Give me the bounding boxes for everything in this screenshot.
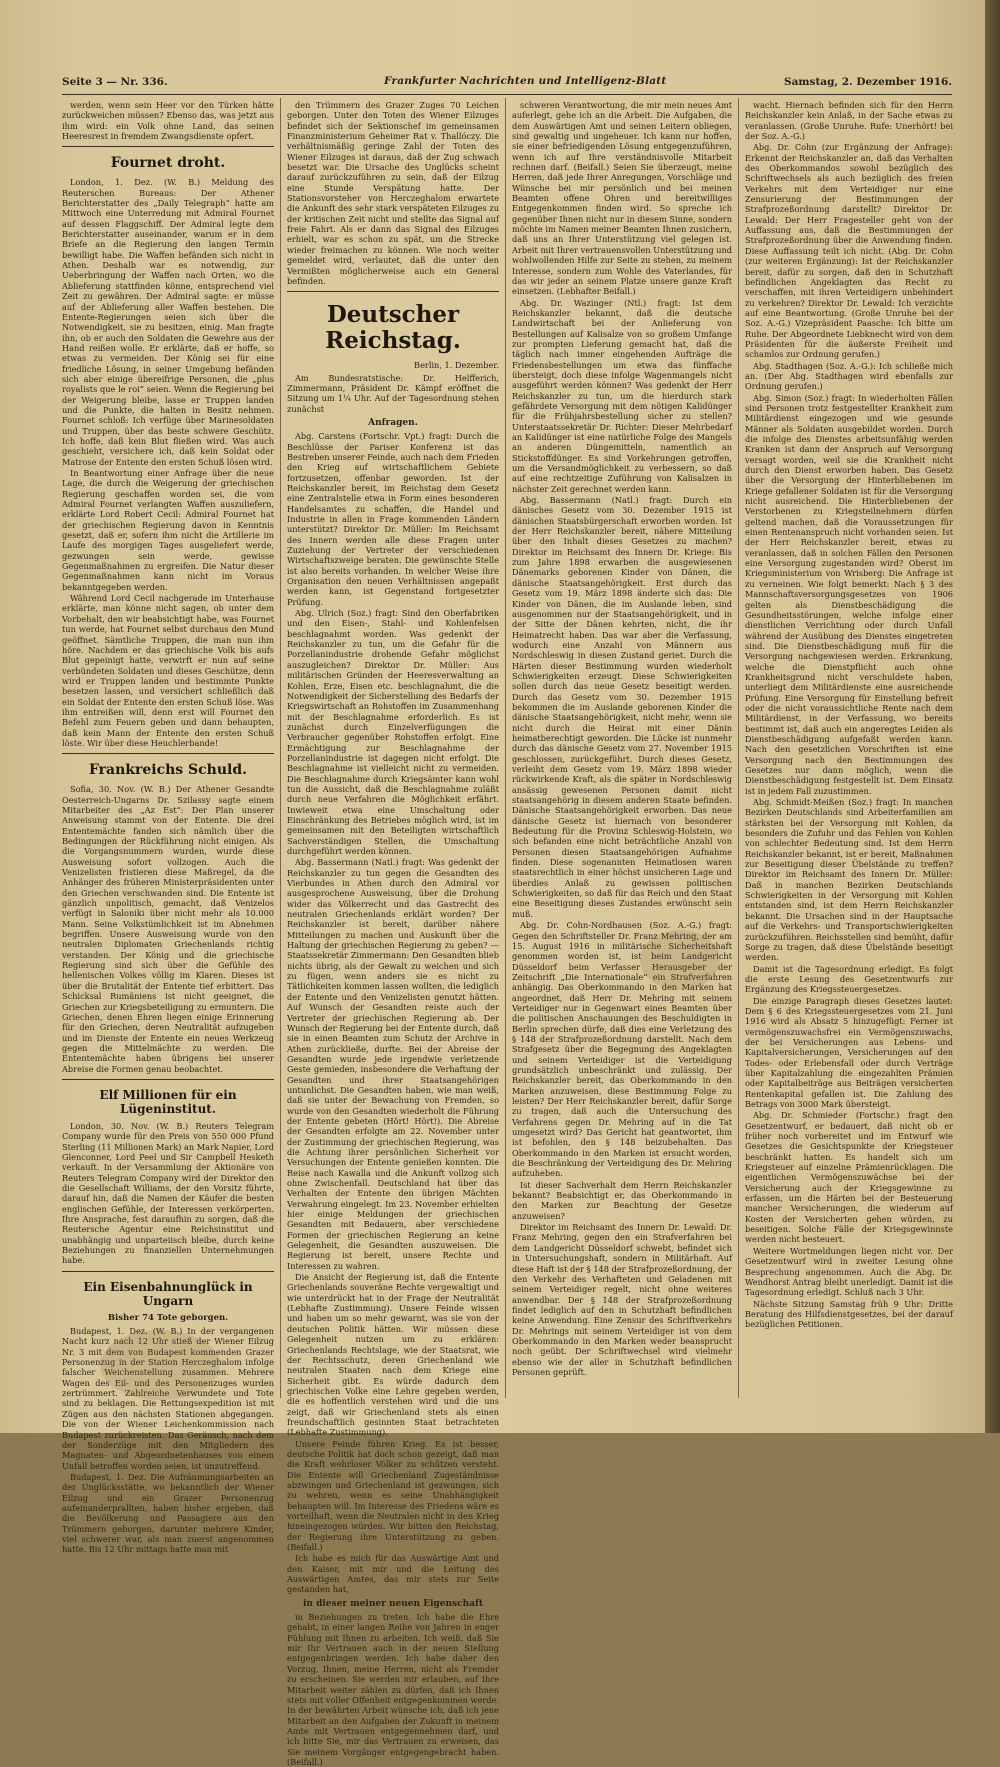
issue-date: Samstag, 2. Dezember 1916. xyxy=(784,76,952,88)
article-paragraph: London, 1. Dez. (W. B.) Meldung des Reuterschen Bureaus: Der Athener Berichterstatter des „Daily Telegraph“ hatte am Mittwoch eine Unterredung mit Admiral Fournet auf dessen Flaggschiff. Der Admiral legte dem Berichterstatter auseinander, warum er in dem Briefe an die Regierung den langen Termin bewilligt habe. Die Waffen befänden sich nicht in Athen. Deshalb war es notwendig, zur Ueberbringung der Waffen nach Orten, wo die Ablieferung stattfinden könne, entsprechend viel Zeit zu gewähren. Der Admiral sagte: er müsse auf der Ablieferung aller Waffen bestehen. Die Entente-Regierungen seien sich über die Notwendigkeit, sie zu besitzen, einig. Man fragte ihn, ob er auch den Soldaten die Gewehre aus der Hand reißen wolle. Er erklärte, daß er hoffe, so etwas zu vermeiden. Der König sei für eine friedliche Lösung, in seiner Umgebung befänden sich aber einige übereifrige Personen, die „plus royalists que le roi“ seien. Wenn die Regierung bei der Weigerung bleibe, lasse er Truppen landen und die Punkte, die halten in Besitz nehmen. Fournet schloß: Ich verfüge über Marinesoldaten und Truppen, über das beste schwere Geschütz. Ich hoffe, daß kein Blut fließen wird. Was auch geschieht, versichere ich, daß kein Soldat oder Matrose der Entente den ersten Schuß lösen wird. xyxy=(62,177,274,467)
article-paragraph: Abg. Dr. Cohn (zur Ergänzung der Anfrage): Erkennt der Reichskanzler an, daß das Verhalten des Oberkommandos sowohl bezüglich des Schriftwechsels als auch bezüglich des freien Verkehrs mit dem Verteidiger nur eine Zensurierung der Bestimmungen der Strafprozeßordnung darstellt? Direktor Dr. Lewald: Der Herr Fragesteller geht von der Auffassung aus, daß die Bestimmungen der Strafprozeßordnung über die Anwendung finden. Diese Auffassung teilt ich nicht. (Abg. Dr. Cohn (zur weiteren Ergänzung): Ist der Reichskanzler bereit, dafür zu sorgen, daß den in Schutzhaft befindlichen Angeklagten das Recht zu verschaffen, mit ihren Verteidigern unbehindert zu verkehren? Direktor Dr. Lewald: Ich verzichte auf eine Beantwortung. (Große Unruhe bei der Soz. A.-G.) Vizepräsident Paasche: Ich bitte um Ruhe. Der Abgeordnete Liebknecht wird von dem Präsidenten für die äußerste Freiheit und schamlos zur Ordnung gerufen.) xyxy=(745,142,953,360)
article-paragraph: Abg. Carstens (Fortschr. Vpt.) fragt: Durch die Beschlüsse der Pariser Konferenz ist das Bestreben unserer Feinde, auch nach dem Frieden den Krieg auf wirtschaftlichem Gebiete fortzusetzen, offenbar geworden. Ist der Reichskanzler bereit, im Reichstag dem Gesetz eine Zentralstelle etwa in Form eines besonderen Handelsamtes zu schaffen, die Handel und Industrie in allen in Frage kommenden Ländern unterstützt? Direktor Dr. Müller: Im Reichsamt des Innern werden alle diese Fragen unter Zuziehung der Vertreter der verschiedenen Wirtschaftszweige beraten. Die gewünschte Stelle ist also bereits vorhanden. In welcher Weise ihre Organisation den neuen Verhältnissen angepaßt werden kann, ist Gegenstand fortgesetzter Prüfung. xyxy=(287,431,499,607)
article-paragraph: Abg. Ulrich (Soz.) fragt: Sind den Oberfabriken und den Eisen-, Stahl- und Kohlenfelsen beschlagnahmt worden. Was gedenkt der Reichskanzler zu tun, um die Gefahr für die Porzellanindustrie drohende Gefahr möglichst auszugleichen? Direktor Dr. Müller: Aus militärischen Gründen der Heeresverwaltung an Kohlen, Erze, Eisen etc. beschlagnahmt, die die Notwendigkeit der Sicherstellung des Bedarfs der Kriegswirtschaft an Rohstoffen im Zusammenhang mit der Beschlagnahme erforderlich. Es ist zunächst durch Einzelverfügungen die Verbraucher gegenüber Rohstoffen erfolgt. Eine Ermächtigung zur Beschlagnahme der Porzellanindustrie ist dagegen nicht erfolgt. Die Beschlagnahme ist vielleicht nicht zu vermeiden. Die Beschlagnahme durch Kriegsämter kann wohl tun die Aussicht, daß die Beschlagnahme zuläßt durch neue Verfahren die Möglichkeit erfährt. Inwieweit etwa eine Umschaltung oder Einschränkung des Betriebes möglich wird, ist im gemeinsamen mit den Beteiligten wirtschaftlich Sachverständigen Stellen, die Umschaltung durchgeführt werden können. xyxy=(287,608,499,856)
article-paragraph: Nächste Sitzung Samstag früh 9 Uhr: Dritte Beratung des Hilfsdienstgesetzes, bei der darauf bezüglichen Petitionen. xyxy=(745,1298,953,1330)
article-paragraph: Sofia, 30. Nov. (W. B.) Der Athener Gesandte Oesterreich-Ungarns Dr. Szilassy sagte einem Mitarbeiter des „Az Est“: Der Plan unserer Anweisung stammt von der Entente. Die drei Ententemächte fanden sich nämlich über die Bedingungen der Rückführung nicht einigen. Als die Vorgangsnummern wurden, wurde diese Ausweisung sofort vollzogen. Auch die Venizelisten fristieren diese Maßregel, da die Anhänger des früheren Ministerpräsidenten unter den Griechen verschwanden sind. Die Entente ist gänzlich unpolitisch, gemacht, daß Venizelos verfügt in Saloniki über nicht mehr als 10.000 Mann. Seine Volkstümlichkeit ist im Abnehmen begriffen. Unsere Ausweisung wurde von den neutralen Diplomaten Griechenlands richtig verstanden. Der König und die griechische Regierung sind sich über die Gefühle des hellenischen Volkes völlig im Klaren. Dieses ist über die Brutalität der Entente tief erbittert. Das Schicksal Rumäniens ist nicht geeignet, die Griechen zur Kriegsbeteiligung zu ermuntern. Die Griechen, denen Ehren liegen einige Erinnerung für den Griechen, deren Neutralität aufzugeben und im Dienste der Entente ein neues Werkzeug gegen die Mittelmächte zu werden. Die Ententemächte haben übrigens bei unserer Abreise die Formen genau beobachtet. xyxy=(62,784,274,1074)
binding-edge xyxy=(985,0,1000,1433)
article-divider xyxy=(62,1079,274,1080)
article-paragraph: Die Ansicht der Regierung ist, daß die Entente Griechenlands souveräne Rechte vergewaltigt und wie unterdrückt hat in der Frage der Neutralität (Lebhafte Zustimmung). Unsere Feinde wissen und haben um so mehr gewarnt, was sie von der deutschen Politik hätten. Wir müssen diese Gelegenheit nutzen um zu erklären: Griechenlands Rechtslage, wie der Staatsrat, wie der Rechtsschutz, deren Griechenland wie neutralen Staaten nach dem Kriege eine Sicherheit gibt. Es würde dadurch dem griechischen Volke eine Lehre gegeben werden, die es hoffentlich verstehen wird und die uns zeigt, daß wir Griechenland stets als einen freundschaftlich gesinnten Staat betrachteten (Lebhafte Zustimmung). xyxy=(287,1272,499,1438)
column-3 xyxy=(512,100,732,1400)
column-1 xyxy=(62,100,274,1555)
article-paragraph: Abg. Schmidt-Meißen (Soz.) fragt: In manchen Bezirken Deutschlands sind Arbeiterfamilien am stärksten bei der Versorgung mit Kohlen, da besonders die Zufuhr und das Fehlen von Kohlen von schlechter Bedeutung sind. Ist dem Herrn Reichskanzler bekannt, ist er bereit, Maßnahmen zur Beseitigung dieser Übelstände zu treffen? Direktor im Reichsamt des Innern Dr. Müller: Daß in manchen Bezirken Deutschlands Schwierigkeiten in der Versorgung mit Kohlen entstanden sind, ist dem Herrn Reichskanzler bekannt. Die Ursachen sind in der Hauptsache auf die Verkehrs- und Transportschwierigkeiten zurückzuführen. Reichsstellen sind bemüht, dafür Sorge zu tragen, daß diese Übelstände beseitigt werden. xyxy=(745,797,953,963)
article-paragraph: Ist dieser Sachverhalt dem Herrn Reichskanzler bekannt? Beabsichtigt er, das Oberkommando in den Marken zur Beachtung der Gesetze anzuweisen? xyxy=(512,1179,732,1221)
article-paragraph: Unsere Feinde führen Krieg. Es ist besser, deutsche Politik hat doch schon gezeigt, daß man die Kraft wehrloser Völker zu schützen versteht. Die Entente will Griechenland Zugeständnisse abzwingen und Griechenland ist gezwungen, sich zu wehren, wenn es seine Unabhängigkeit behaupten will. Im Interesse des Friedens wäre es vorteilhaft, wenn die Neutralen nicht in den Krieg hineingezogen würden. Wir bitten den Reichstag, der Regierung ihre Unterstützung zu geben. (Beifall.) xyxy=(287,1438,499,1553)
article-paragraph: Budapest, 1. Dez. (W. B.) In der vergangenen Nacht kurz nach 12 Uhr stieß der Wiener Eilzug Nr. 3 mit dem von Budapest kommenden Grazer Personenzug in der Station Herczeghalom infolge falscher Weichenstellung zusammen. Mehrere Wagen des Eil- und des Personenzuges wurden zertrümmert. Zahlreiche Verwundete und Tote sind zu beklagen. Die Rettungsexpedition ist mit Zügen aus den nächsten Stationen abgegangen. Die von der Wiener Leichenkommission nach Budapest zurückreisten. Das Geräusch, nach dem der Sonderzüge mit den Mitgliedern des Magnaten- und Abgeordnetenhauses von einem Unfall betroffen worden seien, ist unzutreffend. xyxy=(62,1326,274,1471)
article-paragraph: Direktor im Reichsamt des Innern Dr. Lewald: Dr. Franz Mehring, gegen den ein Strafverfahren bei dem Landgericht Düsseldorf schwebt, befindet sich in Untersuchungshaft, sondern in Militärhaft. Auf diese Haft ist der § 148 der Strafprozeßordnung, der den Verkehr des Verhafteten und Geladenen mit seinem Verteidiger regelt, nicht ohne weiteres anwendbar. Der § 148 der Strafprozeßordnung findet lediglich auf den in Schutzhaft befindlichen keine Anwendung. Eine Zensur des Schriftverkehrs Dr. Mehrings mit seinem Verteidiger ist von dem Oberkommando in den Marken weder beansprucht noch geübt. Der Schriftwechsel wird vielmehr ebenso wie der aller in Schutzhaft befindlichen Personen geprüft. xyxy=(512,1222,732,1377)
article-paragraph: Damit ist die Tagesordnung erledigt. Es folgt die erste Lesung des Gesetzentwurfs zur Ergänzung des Kriegssteuergesetzes. xyxy=(745,963,953,995)
article-paragraph: Ich habe es mich für das Auswärtige Amt und den Kaiser, mit mir und die Leitung des Auswärtigen Amtes, das mir stets zur Seite gestanden hat, xyxy=(287,1553,499,1595)
headline-eisenbahn: Ein Eisenbahnunglück in Ungarn xyxy=(83,1279,253,1308)
headline-fournet: Fournet droht. xyxy=(110,155,226,172)
article-paragraph: In Beantwortung einer Anfrage über die neue Lage, die durch die Weigerung der griechischen Regierung geschaffen worden sei, die vom Admiral Fournet verlangten Waffen auszuliefern, erklärte Lord Robert Cecil: Admiral Fournet hat der griechischen Regierung davon in Kenntnis gesetzt, daß er, sofern ihm nicht die Artillerie im Laufe des morgigen Tages ausgeliefert werde, gezwungen sein werde, gewisse Gegenmaßnahmen zu ergreifen. Die Natur dieser Gegenmaßnahmen kann nicht im Voraus bekanntgegeben werden. xyxy=(62,468,274,592)
headline-reuter: Elf Millionen für ein Lügeninstitut. xyxy=(99,1087,237,1116)
article-paragraph: Während Lord Cecil nachgerade im Unterhause erklärte, man könne nicht sagen, ob unter dem Vorbehalt, den wir beabsichtigt habe, was Fournet tun werde, hat Fournet selbst durchaus den Mund geöffnet. Sämtliche Truppen, die man nun ihm höre. Nachdem er das griechische Volk bis aufs Blut gepeinigt hatte, verwirft er nun auf seine verbündeten Soldaten und dieses Geschütze, denn wird er Truppen landen und bestimmte Punkte besetzen lassen, und versichert schließlich daß ein Soldat der Entente den ersten Schuß löse. Was ihm entreißen will, denn erst will Fournet den Befehl zum Feuern geben und dann behaupten, daß kein Mann der Entente den ersten Schuß löste. Wir über diese Heuchlerbande! xyxy=(62,593,274,748)
article-paragraph: Abg. Dr. Wazinger (Ntl.) fragt: Ist dem Reichskanzler bekannt, daß die deutsche Landwirtschaft bei der Anlieferung von Bestellungen auf Kalisalze von so großem Umfange zur prompten Lieferung gemacht hat, daß die täglich nach immer eingehenden Aufträge die Friedensbestellungen um etwa das fünffache übersteigt, doch diese infolge Wagenmangels nicht ausgeführt werden können? Was gedenkt der Herr Reichskanzler zu tun, um die hierdurch stark gefährdete Versorgung mit dem nötigen Kalidünger für die Frühjahrsbestellung sicher zu stellen? Unterstaatssekretär Dr. Richter: Dieser Mehrbedarf an Kalidünger ist eine natürliche Folge des Mangels an anderen Düngemitteln, namentlich an Stickstoffdünger. Es sind Vorkehrungen getroffen, um die Versandmöglichkeit zu verbessern, so daß auf eine rechtzeitige Zuführung von Kalisalzen in nächster Zeit gerechnet werden kann. xyxy=(512,297,732,494)
article-divider xyxy=(62,753,274,754)
page-header xyxy=(62,74,952,92)
dateline: Berlin, 1. Dezember. xyxy=(414,360,499,371)
article-paragraph: London, 30. Nov. (W. B.) Reuters Telegram Company wurde für den Preis von 550 000 Pfund Sterling (11 Millionen Mark) an Mark Napier, Lord Glenconner, Lord Peel und Sir Campbell Hesketh verkauft. In der Versammlung der Aktionäre von Reuters Telegram Company wird der Direktor den die Gesellschaft Williams, der den Vorsitz führte, darauf hin, daß die Namen der Käufer die besten englischen Gefühle, der Interessen verkörperten. Ihre Ansprache, fest daraufhin zu sorgen, daß die Reutersche Agentur eine Reichsinstitut und unabhängig und unparteiisch bleibe, durch keine Beziehungen zu finanziellen Unternehmungen habe. xyxy=(62,1120,274,1266)
page-number: Seite 3 — Nr. 336. xyxy=(62,76,168,88)
article-paragraph: Die einzige Paragraph dieses Gesetzes lautet: Dem § 6 des Kriegssteuergesetzes vom 21. Juni 1916 wird als Absatz 5 hinzugefügt: Ferner ist vermögenszuwachsfrei ein Vermögenszuwachs, der bei Versicherungen aus Lebens- und Kapitalversicherungen, Versicherungen auf den Todes- oder Erlebensfall oder durch Verträge über Kapitalzahlung die eingezahlten Prämien oder Kapitalbeiträge aus Beiträgen versicherten Rentenkapital gefallen ist. Die Zahlung des Betrags von 3000 Mark übersteigt. xyxy=(745,995,953,1109)
column-rule xyxy=(505,98,506,1398)
article-paragraph: Abg. Simon (Soz.) fragt: In wiederholten Fällen sind Personen trotz festgestellter Krankheit zum Militärdienst eingezogen und wie gesunde Männer als Soldaten ausgebildet worden. Durch die infolge des Dienstes arbeitsunfähig werden Kranken ist dann der Anspruch auf Versorgung versagt worden, weil sie die Krankheit nicht durch den Dienst erworben haben. Das Gesetz über die Versorgung der Hinterbliebenen im Kriege gefallener Soldaten ist für die Versorgung nicht ausreichend. Die Hinterbliebenen der Verstorbenen zu Kriegsteilnehmern dürfen geltend machen, daß die Voraussetzungen für einen Rentenanspruch nicht vorhanden seien. Ist der Herr Reichskanzler bereit, etwas zu veranlassen, daß in solchen Fällen den Personen eine Versorgung zugestanden wird? Oberst im Kriegsministerium von Wrisberg: Die Anfrage ist zu verneinen. Wie folgt bemerkt: Nach § 3 des Mannschaftsversorgungsgesetzes von 1906 gelten als Dienstbeschädigung die Gesundheitsstörungen, welche infolge einer dienstlichen Verrichtung oder durch Unfall während der Ausübung des Dienstes eingetreten sind. Die Dienstbeschädigung muß für die Versorgung nachgewiesen werden. Erkrankung, welche die Dienstpflicht auch ohne Krankheitsgrund nicht verschuldete haben, unterliegt dem Militärdienste eine ausreichende Prüfung. Eine Versorgung für Einstellung befreit oder die nicht voraussichtliche Rente nach dem Militärdienst, in der Verfassung, wo bereits bestimmt ist, daß auch ein angeregtes Leiden als Dienstbeschädigung aufgefaßt werden kann. Nach den gesetzlichen Vorschriften ist eine Versorgung nach den Bestimmungen des Gesetzes nur dann möglich, wenn die Dienstbeschädigung festgestellt ist. Dem Einsatz ist in jedem Fall zuzustimmen. xyxy=(745,392,953,796)
column-rule xyxy=(738,98,739,1398)
article-paragraph: schweren Verantwortung, die mir mein neues Amt auferlegt, gehe ich an die Arbeit. Die Aufgaben, die dem Auswärtigen Amt und seinen Leitern obliegen, sind gewaltig und ungeheuer. Ich kann nur hoffen, sie einer befriedigenden Lösung entgegenzuführen, wenn ich auf Ihre verständnisvolle Mitarbeit rechnen darf. (Beifall.) Seien Sie überzeugt, meine Herren, daß jede Ihrer Anregungen, Vorschläge und Wünsche bei mir persönlich und bei meinen Beamten offene Ohren und bereitwilliges Entgegenkommen finden wird. So spreche ich gegenüber Ihnen nicht nur in diesem Sinne, sondern möchte im Namen meiner Beamten Ihnen zusichern, daß uns an Ihrer Unterstützung viel gelegen ist. Arbeit mit Ihrer vertrauensvollen Unterstützung und wohlwollenden Hilfe zur Seite zu stehen, zu meinem Interesse, sondern zum Wohle des Vaterlandes, für das wir jeder an seinem Platze unsere ganze Kraft einsetzen. (Lebhafter Beifall.) xyxy=(512,100,732,297)
article-divider xyxy=(287,291,499,292)
headline-frankreich: Frankreichs Schuld. xyxy=(88,762,248,779)
article-paragraph: Abg. Dr. Cohn-Nordhausen (Soz. A.-G.) fragt: Gegen den Schriftsteller Dr. Franz Mehring, der am 15. August 1916 in militärische Sicherheitshaft genommen worden ist, ist beim Landgericht Düsseldorf beim Verfasser Herausgeber der Zeitschrift „Die Internationale“ ein Strafverfahren anhängig. Das Oberkommando in den Marken hat angeordnet, daß Herr Dr. Mehring mit seinem Verteidiger nur in Gegenwart eines Beamten über die politischen Anschauungen des Beschuldigten in Berlin sprechen dürfe, daß dies eine Verletzung des § 148 der Strafprozeßordnung darstellt. Nach dem Strafgesetz über die Begegnung des Angeklagten und seinem Verteidiger ist die Verteidigung grundsätzlich unbeschränkt und zulässig. Der Reichskanzler bereit, das Oberkommando in den Marken anzuweisen, diese Bestimmung Folge zu leisten? Der Herr Reichskanzler bereit, dafür Sorge zu tragen, daß auch die Untersuchung des Verfahrens gegen Dr. Mehring auf in die Tat umgesetzt wird? Das Gericht hat geantwortet, ihm ist befohlen, den § 148 beizubehalten. Das Oberkommando in den Marken ist ersucht worden, die Beschränkung der Verteidigung des Dr. Mehring aufzuheben. xyxy=(512,920,732,1179)
section-heading: Anfragen. xyxy=(368,417,418,428)
headline-reichstag: Deutscher Reichstag. xyxy=(325,301,461,355)
article-paragraph: Am Bundesratstische: Dr. Helfferich, Zimmermann, Präsident Dr. Kämpf eröffnet die Sitzung um 1¼ Uhr. Auf der Tagesordnung stehen zunächst xyxy=(287,372,499,414)
subheadline: Bisher 74 Tote geborgen. xyxy=(107,1312,229,1323)
article-paragraph: Budapest, 1. Dez. Die Aufräumungsarbeiten an der Unglücksstätte, wo bekanntlich der Wiener Eilzug und ein Grazer Personenzug aufeinanderprallten, haben bisher ergeben, daß die Bevölkerung und Passagiere aus den Trümmern geborgen, darunter mehrere Kinder, viel schwerer war, als man zuerst angenommen hatte. Bis 12 Uhr mittags hatte man mit xyxy=(62,1471,274,1555)
header-rule xyxy=(62,94,952,95)
column-4 xyxy=(745,100,953,1400)
article-paragraph: wacht. Hiernach befinden sich für den Herrn Reichskanzler kein Anlaß, in der Sache etwas zu veranlassen. (Große Unruhe. Rufe: Unerhört! bei der Soz. A.-G.) xyxy=(745,100,953,142)
article-paragraph: Weitere Wortmeldungen liegen nicht vor. Der Gesetzentwurf wird in zweiter Lesung ohne Besprechung angenommen. Auch die Abg. Dr. Wendhorst Antrag bleibt unerledigt. Damit ist die Tagesordnung erledigt. Schluß nach 3 Uhr. xyxy=(745,1245,953,1298)
spaced-heading: in dieser meiner neuen Eigenschaft xyxy=(302,1598,484,1609)
article-paragraph: in Beziehungen zu treten. Ich habe die Ehre gehabt, in einer langen Reihe von Jahren in enger Fühlung mit Ihnen zu arbeiten. Ich weiß, daß Sie mir Ihr Vertrauen auch in der neuen Stellung entgegenbringen werden. Ich habe daher den Vorzug, Ihnen, meine Herren, nicht als Fremder zu erscheinen. Sie werden mir erlauben, auf Ihre Mitarbeit weiter zählen zu dürfen, daß ich Ihnen stets mit voller Offenheit entgegenkommen werde. In der bewährten Arbeit wünsche ich, daß ich jene Mitarbeit an den Aufgaben der Zukunft in meinem Amte mit Vertrauen entgegennehmen darf, und ich bitte Sie, mir das Vertrauen zu erweisen, das Sie meinem Vorgänger entgegengebracht haben. (Beifall.) xyxy=(287,1612,499,1767)
article-paragraph: Abg. Bassermann (Natl.) fragt: Durch ein dänisches Gesetz vom 30. Dezember 1915 ist dänischen Staatsbürgerschaft erworben worden. Ist der Herr Reichskanzler bereit, nähere Mitteilung über den Inhalt dieses Gesetzes zu machen? Direktor im Reichsamt des Innern Dr. Kriege: Bis zum Jahre 1898 erwarben die ausgewiesenen Dänemarks geborenen Kinder von Dänen, die dänische Staatsangehörigkeit. Erst durch das Gesetz vom 19. März 1898 änderte sich das: Die Kinder von Dänen, die im Auslande leben, sind ausgenommen nur der Staatsangehörigkeit, und in der Sitte der Dänen kehrten, nicht, die ihr Heimatrecht haben. Das war aber die Verfassung, wodurch eine Anzahl von Männern aus Nordschleswig in diesen Zustand geriet. Durch die Härten dieser Bestimmung wurden wiederholt Schwierigkeiten erzeugt. Diese Schwierigkeiten sollen durch das neue Gesetz beseitigt werden. Durch das Gesetz vom 30. Dezember 1915 bekommen die im Auslande geborenen Kinder die dänische Staatsangehörigkeit, nicht mehr, wenn sie nicht durch die Heirat mit einer Dänin heimatberechtigt geworden. Die Lücke ist nunmehr durch das dänische Gesetz vom 27. November 1915 geschlossen, zurückgeführt. Durch dieses Gesetz, verleiht dem Gesetz vom 19. März 1898 wieder rückwirkende Kraft, als die später in Nordschleswig ansässig gewesenen Personen damit nicht staatsangehörig in diesem anderen Staate befinden. Dänische Staatsangehörigkeit erworben. Das neue dänische Gesetz ist hiernach von besonderer Bedeutung für die Provinz Schleswig-Holstein, wo sich befanden eine nicht beträchtliche Anzahl von Personen diesen Staatsangehörigen Aufnahme finden. Diese sogenannten Heimatlosen waren staatsrechtlich in einer höchst unsicheren Lage und überdies Anlaß zu gewissen politischen Schwierigkeiten, so daß für das Reich und den Staat eine Beseitigung dieses Zustandes erwünscht sein muß. xyxy=(512,495,732,919)
paper-stain xyxy=(100,1330,220,1400)
article-paragraph: Abg. Bassermann (Natl.) fragt: Was gedenkt der Reichskanzler zu tun gegen die Gesandten des Vierbundes in Athen durch den Admiral vor ausgesprochene Ausweisung, über die Drohung wider das Völkerrecht und das Gastrecht des neutralen Griechenlands erklärt worden? Der Reichskanzler ist bereit, darüber nähere Mitteilungen zu machen und Auskunft über die Haltung der griechischen Regierung zu geben? — Staatssekretär Zimmermann: Den Gesandten blieb nichts übrig, als der Gewalt zu weichen und sich zu fügen, wenn anders sie es nicht zu Tätlichkeiten kommen lassen wollten, die lediglich der Entente und den Venizelisten genutzt hätten. Auf Wunsch der Gesandten reiste auch der Vertreter der griechischen Regierung ab. Der Wunsch der Regierung bei der Entente durch, daß sie in einen Beamten zum Schutz der Archive in Athen zurückließe, durfte. Bei der Abreise der Gesandten wurde jede irgendwie verletzende Geste gemieden, insbesondere die Verhaftung der Gesandten und ihrer Staatsangehörigen untunlichst. Die Gesandten haben, wie man weiß, daß sie unter der Bewachung von Fremden, so wurde von den Gesandten wiederholt die Führung der Entente gebeten (Hört! Hört!). Die Abreise der Gesandten erfolgte am 22. November unter der Zustimmung der griechischen Regierung, was die Achtung ihrer persönlichen Sicherheit vor Versuchungen der Entente genießen konnten. Die Reise nach Kawalla und die Ankunft vollzog sich ohne Zwischenfall. Deutschland hat über das Verhalten der Entente den übrigen Mächten Verwahrung eingelegt. Im 23. November erhielten hier einige Meldungen der griechischen Gesandten mit Bedauern, aber verschiedene Formen der griechischen Regierung an keine Gelegenheit, die Gesandten auszuweisen. Die Regierung ist bereit, unsere Rechte und Interessen zu wahren. xyxy=(287,857,499,1271)
article-divider xyxy=(62,146,274,147)
article-paragraph: Abg. Dr. Schmieder (Fortschr.) fragt den Gesetzentwurf, er bedauert, daß nicht ob er früher noch vorbereitet und im Entwurf wie Gesetzes die Gesichtspunkte der Kriegsteuer beschränkt hatten. Es handelt sich um Kriegsteuer auf einzelne Prämienrücklagen. Die eigentlichen Vermögenszuwächse bei der Versicherung auch der Kriegsgewinne zu erfassen, um die Härten bei der Besteuerung mancher Versicherungen, die wiederum auf Kosten der Versicherten gehen würden, zu beseitigen. Solche Fälle der Kriegsgewinnste werden nicht besteuert. xyxy=(745,1110,953,1245)
column-2 xyxy=(287,100,499,1767)
article-divider xyxy=(62,1271,274,1272)
column-rule xyxy=(280,98,281,1398)
masthead-title: Frankfurter Nachrichten und Intelligenz-Blatt xyxy=(384,75,667,87)
article-paragraph: Abg. Stadthagen (Soz. A.-G.): Ich schließe mich an. (Der Abg. Stadthagen wird ebenfalls zur Ordnung gerufen.) xyxy=(745,360,953,392)
article-continuation: werden, wenn sein Heer vor den Türken hätte zurückweichen müssen? Ebenso das, was jetzt aus ihm wird: ein Volk ohne Land, das seinen Heeresrest in fremdem Zwangsdienste opfert. xyxy=(62,100,274,142)
paper-stain xyxy=(640,930,720,990)
article-paragraph: den Trümmern des Grazer Zuges 70 Leichen geborgen. Unter den Toten des Wiener Eilzuges befindet sich der Sektionschef im gemeinsamen Finanzministerium Geheimer Rat v. Thallóczy. Die verhältnismäßig geringe Zahl der Toten des Wiener Eilzuges ist daraus, daß der Zug schwach besetzt war. Die Ursache des Unglücks scheint darauf zurückzuführen zu sein, daß der Eilzug eine Stunde Verspätung hatte. Der Stationsvorsteher von Herczeghalom erwartete die Ankunft des sehr stark verspäteten Eilzuges zu der kritischen Zeit nicht und stellte das Signal auf freie Fahrt. Als er dann das Signal des Eilzuges erhielt, war es schon zu spät, um die Strecke wieder freimachen zu können. Wie noch weiter gemeldet wird, verlautet, daß die unter den Vermißten möglicherweise auch ein General befinden. xyxy=(287,100,499,286)
